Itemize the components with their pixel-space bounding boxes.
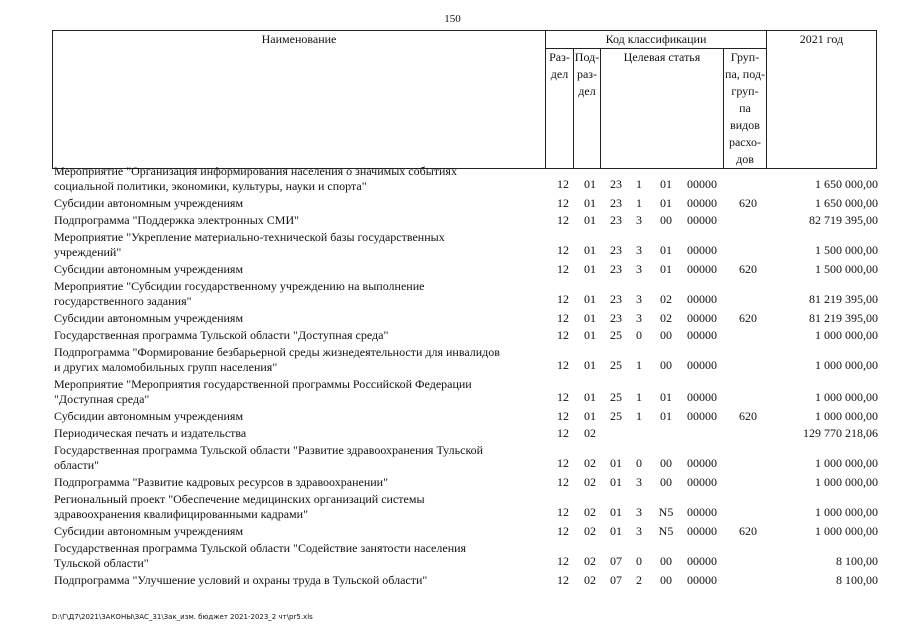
- code-p: 01: [584, 262, 596, 276]
- code-c1: 23: [610, 196, 622, 210]
- code-c1: 23: [610, 176, 622, 191]
- code-c4: 00000: [687, 409, 717, 423]
- row-name: [54, 328, 544, 343]
- row-amount: 1 000 000,00: [815, 504, 878, 519]
- code-c4: 00000: [687, 504, 717, 519]
- code-c1: 25: [610, 389, 622, 404]
- code-c2: 3: [636, 262, 642, 276]
- table-row: [52, 213, 882, 230]
- code-c2: 2: [636, 573, 642, 587]
- row-name-line: Государственная программа Тульской области "Доступная среда": [54, 328, 389, 342]
- code-p: 01: [584, 357, 596, 372]
- code-r: 12: [557, 311, 569, 325]
- code-c4: 00000: [687, 357, 717, 372]
- code-c1: 23: [610, 242, 622, 257]
- code-r: 12: [557, 524, 569, 538]
- row-amount: 8 100,00: [836, 553, 878, 568]
- code-c3: 00: [660, 475, 672, 489]
- row-amount: 1 000 000,00: [815, 475, 878, 489]
- row-name: [54, 345, 544, 375]
- code-c2: 1: [636, 389, 642, 404]
- code-c4: 00000: [687, 262, 717, 276]
- row-name-line: Субсидии автономным учреждениям: [54, 196, 244, 210]
- table-row: [52, 524, 882, 541]
- row-name-line: Периодическая печать и издательства: [54, 426, 247, 440]
- code-g: 620: [739, 262, 757, 276]
- code-c4: 00000: [687, 176, 717, 191]
- row-amount: 1 000 000,00: [815, 455, 878, 470]
- row-name: [54, 443, 544, 473]
- code-c1: 01: [610, 504, 622, 519]
- row-name-line: Подпрограмма "Поддержка электронных СМИ": [54, 213, 300, 227]
- code-c1: 01: [610, 455, 622, 470]
- code-c1: 23: [610, 291, 622, 306]
- row-name: [54, 164, 544, 194]
- table-row: [52, 230, 882, 262]
- table-row: [52, 475, 882, 492]
- code-c2: 1: [636, 357, 642, 372]
- table-row: [52, 196, 882, 213]
- row-name-line: социальной политики, экономики, культуры, науки и спорта": [54, 179, 367, 193]
- row-name-line: Субсидии автономным учреждениям: [54, 409, 244, 423]
- row-name-line: учреждений": [54, 245, 122, 259]
- code-c1: 07: [610, 573, 622, 587]
- table-row: [52, 262, 882, 279]
- row-amount: 1 500 000,00: [815, 262, 878, 276]
- row-amount: 81 219 395,00: [809, 311, 878, 325]
- code-c1: 23: [610, 311, 622, 325]
- code-c3: 02: [660, 311, 672, 325]
- row-name-line: Мероприятие "Укрепление материально-технической базы государственных: [54, 230, 445, 244]
- code-p: 01: [584, 389, 596, 404]
- footer-path: D:\Г\Д7\2021\ЗАКОНЫ\ЗАС_31\Зак_изм. бюджет 2021-2023_2 чт\pr5.xls: [52, 613, 313, 621]
- row-name-line: Субсидии автономным учреждениям: [54, 262, 244, 276]
- row-name-line: "Доступная среда": [54, 392, 150, 406]
- row-name-line: Мероприятие "Мероприятия государственной программы Российской Федерации: [54, 377, 472, 391]
- code-c3: 01: [660, 196, 672, 210]
- code-g: 620: [739, 524, 757, 538]
- row-name-line: Государственная программа Тульской области "Содействие занятости населения: [54, 541, 467, 555]
- code-c1: 07: [610, 553, 622, 568]
- code-c4: 00000: [687, 242, 717, 257]
- table-row: [52, 279, 882, 311]
- row-amount: 1 000 000,00: [815, 389, 878, 404]
- code-c4: 00000: [687, 213, 717, 227]
- code-r: 12: [557, 291, 569, 306]
- code-p: 01: [584, 213, 596, 227]
- code-p: 01: [584, 196, 596, 210]
- code-c3: 01: [660, 242, 672, 257]
- code-r: 12: [557, 262, 569, 276]
- code-c3: 00: [660, 213, 672, 227]
- code-r: 12: [557, 409, 569, 423]
- table-row: [52, 409, 882, 426]
- code-c3: 00: [660, 573, 672, 587]
- row-name: [54, 573, 544, 588]
- code-c3: N5: [658, 504, 674, 519]
- table-row: [52, 377, 882, 409]
- row-amount: 81 219 395,00: [809, 291, 878, 306]
- row-name: [54, 409, 544, 424]
- code-c1: 01: [610, 475, 622, 489]
- code-p: 02: [584, 524, 596, 538]
- row-name-line: Субсидии автономным учреждениям: [54, 524, 244, 538]
- row-name-line: области": [54, 458, 100, 472]
- table-row: [52, 541, 882, 573]
- code-p: 02: [584, 553, 596, 568]
- code-c2: 1: [636, 409, 642, 423]
- code-c2: 0: [636, 455, 642, 470]
- code-g: 620: [739, 196, 757, 210]
- code-r: 12: [557, 455, 569, 470]
- code-r: 12: [557, 475, 569, 489]
- code-c4: 00000: [687, 311, 717, 325]
- header-razdel: Раз- дел: [546, 49, 574, 169]
- code-c4: 00000: [687, 573, 717, 587]
- row-amount: 1 000 000,00: [815, 328, 878, 342]
- table-row: [52, 573, 882, 590]
- row-name-line: Региональный проект "Обеспечение медицинских организаций системы: [54, 492, 425, 506]
- code-c4: 00000: [687, 524, 717, 538]
- row-name: [54, 311, 544, 326]
- row-name-line: Государственная программа Тульской области "Развитие здравоохранения Тульской: [54, 443, 484, 457]
- table-header: [52, 30, 877, 169]
- code-c4: 00000: [687, 196, 717, 210]
- code-c3: 00: [660, 357, 672, 372]
- row-name-line: Тульской области": [54, 556, 149, 570]
- row-name: [54, 426, 544, 441]
- code-g: 620: [739, 409, 757, 423]
- code-r: 12: [557, 504, 569, 519]
- code-c2: 0: [636, 328, 642, 342]
- row-name: [54, 279, 544, 309]
- header-year: 2021 год: [767, 31, 877, 169]
- code-r: 12: [557, 389, 569, 404]
- table-row: [52, 426, 882, 443]
- code-c2: 3: [636, 475, 642, 489]
- row-name-line: Подпрограмма "Формирование безбарьерной среды жизнедеятельности для инвалидов: [54, 345, 500, 359]
- code-c3: 00: [660, 328, 672, 342]
- row-name-line: Подпрограмма "Развитие кадровых ресурсов в здравоохранении": [54, 475, 388, 489]
- row-name: [54, 492, 544, 522]
- code-r: 12: [557, 213, 569, 227]
- row-amount: 129 770 218,06: [803, 426, 878, 440]
- code-c1: 01: [610, 524, 622, 538]
- row-name-line: и других маломобильных групп населения": [54, 360, 278, 374]
- code-c3: N5: [658, 524, 674, 538]
- row-name-line: Подпрограмма "Улучшение условий и охраны труда в Тульской области": [54, 573, 428, 587]
- code-r: 12: [557, 573, 569, 587]
- code-r: 12: [557, 553, 569, 568]
- code-c1: 25: [610, 328, 622, 342]
- page-number: 150: [444, 13, 461, 25]
- row-name-line: государственного задания": [54, 294, 192, 308]
- header-name: Наименование: [53, 31, 546, 169]
- table-row: [52, 311, 882, 328]
- code-c3: 00: [660, 455, 672, 470]
- code-c3: 01: [660, 262, 672, 276]
- row-name: [54, 475, 544, 490]
- row-amount: 8 100,00: [836, 573, 878, 587]
- row-name: [54, 541, 544, 571]
- table-row: [52, 443, 882, 475]
- code-p: 01: [584, 328, 596, 342]
- code-p: 01: [584, 176, 596, 191]
- code-p: 01: [584, 409, 596, 423]
- row-name: [54, 230, 544, 260]
- row-name-line: Мероприятие "Организация информирования населения о значимых событиях: [54, 164, 457, 178]
- code-c2: 3: [636, 524, 642, 538]
- code-c3: 01: [660, 176, 672, 191]
- code-g: 620: [739, 311, 757, 325]
- code-p: 01: [584, 311, 596, 325]
- code-c4: 00000: [687, 455, 717, 470]
- table-row: [52, 345, 882, 377]
- code-p: 02: [584, 504, 596, 519]
- row-name: [54, 262, 544, 277]
- table-row: [52, 164, 882, 196]
- code-p: 02: [584, 475, 596, 489]
- code-c1: 25: [610, 409, 622, 423]
- code-r: 12: [557, 426, 569, 440]
- row-name-line: здравоохранения квалифицированными кадрами": [54, 507, 308, 521]
- header-code: Код классификации: [546, 31, 767, 49]
- row-name: [54, 377, 544, 407]
- header-celevaya: Целевая статья: [601, 49, 724, 169]
- row-amount: 1 500 000,00: [815, 242, 878, 257]
- code-c4: 00000: [687, 291, 717, 306]
- row-name: [54, 213, 544, 228]
- header-podrazdel: Под- раз- дел: [574, 49, 601, 169]
- code-c4: 00000: [687, 475, 717, 489]
- code-r: 12: [557, 242, 569, 257]
- code-c3: 01: [660, 409, 672, 423]
- code-r: 12: [557, 196, 569, 210]
- code-c2: 1: [636, 196, 642, 210]
- code-c3: 02: [660, 291, 672, 306]
- code-r: 12: [557, 176, 569, 191]
- code-p: 01: [584, 242, 596, 257]
- row-name-line: Субсидии автономным учреждениям: [54, 311, 244, 325]
- code-c3: 01: [660, 389, 672, 404]
- table-row: [52, 492, 882, 524]
- code-c1: 25: [610, 357, 622, 372]
- row-name-line: Мероприятие "Субсидии государственному учреждению на выполнение: [54, 279, 425, 293]
- row-name: [54, 524, 544, 539]
- code-c2: 3: [636, 311, 642, 325]
- code-c1: 23: [610, 213, 622, 227]
- code-c2: 3: [636, 213, 642, 227]
- code-c3: 00: [660, 553, 672, 568]
- code-c4: 00000: [687, 553, 717, 568]
- row-amount: 1 000 000,00: [815, 524, 878, 538]
- code-p: 02: [584, 455, 596, 470]
- code-c2: 0: [636, 553, 642, 568]
- header-gruppa: Груп- па, под- груп- па видов расхо- дов: [724, 49, 767, 169]
- code-c4: 00000: [687, 328, 717, 342]
- code-r: 12: [557, 328, 569, 342]
- row-amount: 1 000 000,00: [815, 357, 878, 372]
- row-amount: 1 650 000,00: [815, 176, 878, 191]
- row-amount: 1 000 000,00: [815, 409, 878, 423]
- code-p: 01: [584, 291, 596, 306]
- code-c2: 1: [636, 176, 642, 191]
- code-c2: 3: [636, 242, 642, 257]
- code-c2: 3: [636, 291, 642, 306]
- code-c1: 23: [610, 262, 622, 276]
- row-amount: 82 719 395,00: [809, 213, 878, 227]
- code-p: 02: [584, 426, 596, 440]
- code-c4: 00000: [687, 389, 717, 404]
- code-c2: 3: [636, 504, 642, 519]
- table-row: [52, 328, 882, 345]
- code-r: 12: [557, 357, 569, 372]
- row-name: [54, 196, 544, 211]
- row-amount: 1 650 000,00: [815, 196, 878, 210]
- code-p: 02: [584, 573, 596, 587]
